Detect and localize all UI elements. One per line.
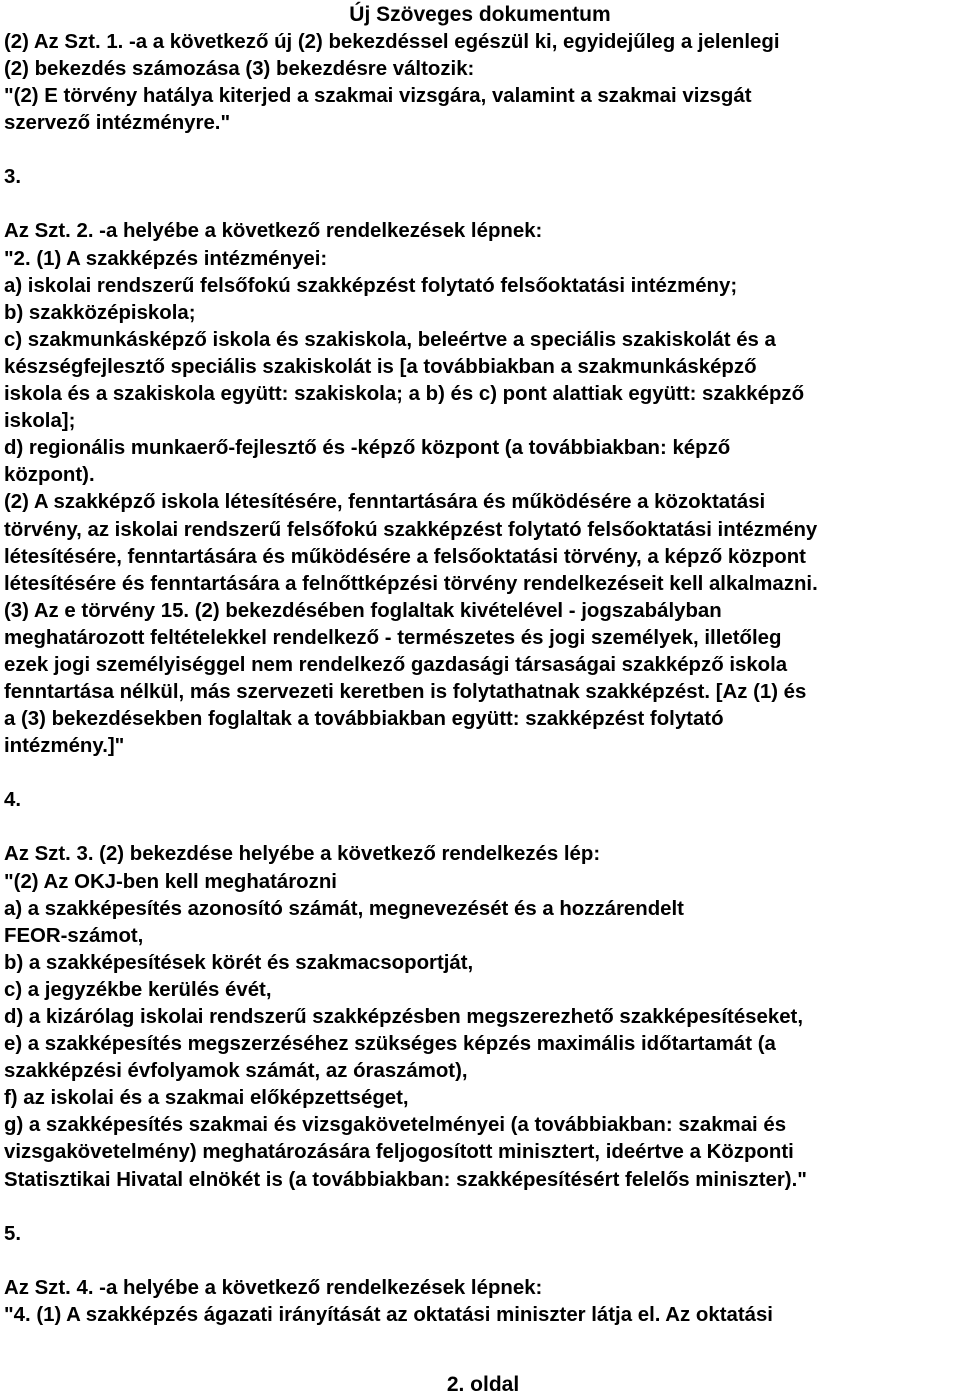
text-line: központ). [4,464,95,487]
paragraph-gap [4,137,956,164]
text-line: vizsgakövetelmény) meghatározására feljogosított minisztert, ideértve a Központi [4,1141,794,1164]
text-line: Az Szt. 4. -a helyébe a következő rendelkezések lépnek: [4,1276,543,1299]
document-title: Új Szöveges dokumentum [349,3,611,26]
text-line: d) regionális munkaerő-fejlesztő és -képző központ (a továbbiakban: képző [4,437,731,460]
text-line: intézmény.]" [4,735,125,758]
text-line: g) a szakképesítés szakmai és vizsgakövetelményei (a továbbiakban: szakmai és [4,1114,787,1137]
text-line: "2. (1) A szakképzés intézményei: [4,247,328,270]
section-heading: 4. [4,789,22,812]
text-line: (2) A szakképző iskola létesítésére, fenntartására és működésére a közoktatási [4,491,766,514]
text-line: a) iskolai rendszerű felsőfokú szakképzést folytató felsőoktatási intézmény; [4,274,738,297]
paragraph-gap [4,1248,956,1275]
text-line: létesítésére, fenntartására és működésére a felsőoktatási törvény, a képző központ [4,545,806,568]
text-line: fenntartása nélkül, más szervezeti keretben is folytathatnak szakképzést. [Az (1) és [4,681,807,704]
text-line: (2) Az Szt. 1. -a a következő új (2) bekezdéssel egészül ki, egyidejűleg a jelenlegi [4,31,780,53]
section-heading: 3. [4,166,22,189]
text-line: c) szakmunkásképző iskola és szakiskola, beleértve a speciális szakiskolát és a [4,328,776,351]
text-line: (3) Az e törvény 15. (2) bekezdésében foglaltak kivételével - jogszabályban [4,599,722,622]
paragraph-gap [4,760,956,787]
document-body [4,29,956,1329]
text-line: ezek jogi személyiséggel nem rendelkező gazdasági társaságai szakképző iskola [4,653,788,676]
text-line: Az Szt. 3. (2) bekezdése helyébe a következő rendelkezés lép: [4,843,601,866]
text-line: e) a szakképesítés megszerzéséhez szükséges képzés maximális időtartamát (a [4,1033,776,1056]
text-line: (2) bekezdés számozása (3) bekezdésre változik: [4,58,475,81]
text-line: létesítésére és fenntartására a felnőttképzési törvény rendelkezéseit kell alkalmazni. [4,572,818,595]
text-line: meghatározott feltételekkel rendelkező - természetes és jogi személyek, illetőleg [4,626,782,649]
text-line: b) a szakképesítések körét és szakmacsoportját, [4,951,474,974]
text-line: készségfejlesztő speciális szakiskolát is [a továbbiakban a szakmunkásképző [4,355,757,378]
text-line: "(2) Az OKJ-ben kell meghatározni [4,870,337,893]
text-line: "4. (1) A szakképzés ágazati irányítását az oktatási miniszter látja el. Az oktatási [4,1303,773,1326]
text-line: Statisztikai Hivatal elnökét is (a továbbiakban: szakképesítésért felelős miniszter)." [4,1168,807,1191]
text-line: b) szakközépiskola; [4,301,196,324]
page-number: 2. oldal [446,1373,520,1396]
text-line: a) a szakképesítés azonosító számát, megnevezését és a hozzárendelt [4,897,684,920]
paragraph-gap [4,814,956,841]
text-line: iskola]; [4,410,76,433]
text-line: a (3) bekezdésekben foglaltak a továbbiakban együtt: szakképzést folytató [4,708,724,731]
text-line: szakképzési évfolyamok számát, az óraszámot), [4,1060,468,1083]
text-line: iskola és a szakiskola együtt: szakiskola; a b) és c) pont alattiak együtt: szakképző [4,383,805,406]
paragraph-gap [4,1194,956,1221]
text-line: d) a kizárólag iskolai rendszerű szakképzésben megszerezhető szakképesítéseket, [4,1006,803,1028]
paragraph-gap [4,191,956,218]
text-line: törvény, az iskolai rendszerű felsőfokú szakképzést folytató felsőoktatási intézmény [4,518,818,541]
section-heading: 5. [4,1222,22,1245]
text-line: f) az iskolai és a szakmai előképzettséget, [4,1087,409,1110]
text-line: c) a jegyzékbe kerülés évét, [4,978,272,1001]
text-line: szervező intézményre." [4,112,231,135]
text-line: Az Szt. 2. -a helyébe a következő rendelkezések lépnek: [4,220,543,243]
text-line: "(2) E törvény hatálya kiterjed a szakmai vizsgára, valamint a szakmai vizsgát [4,85,752,108]
text-line: FEOR-számot, [4,924,144,947]
